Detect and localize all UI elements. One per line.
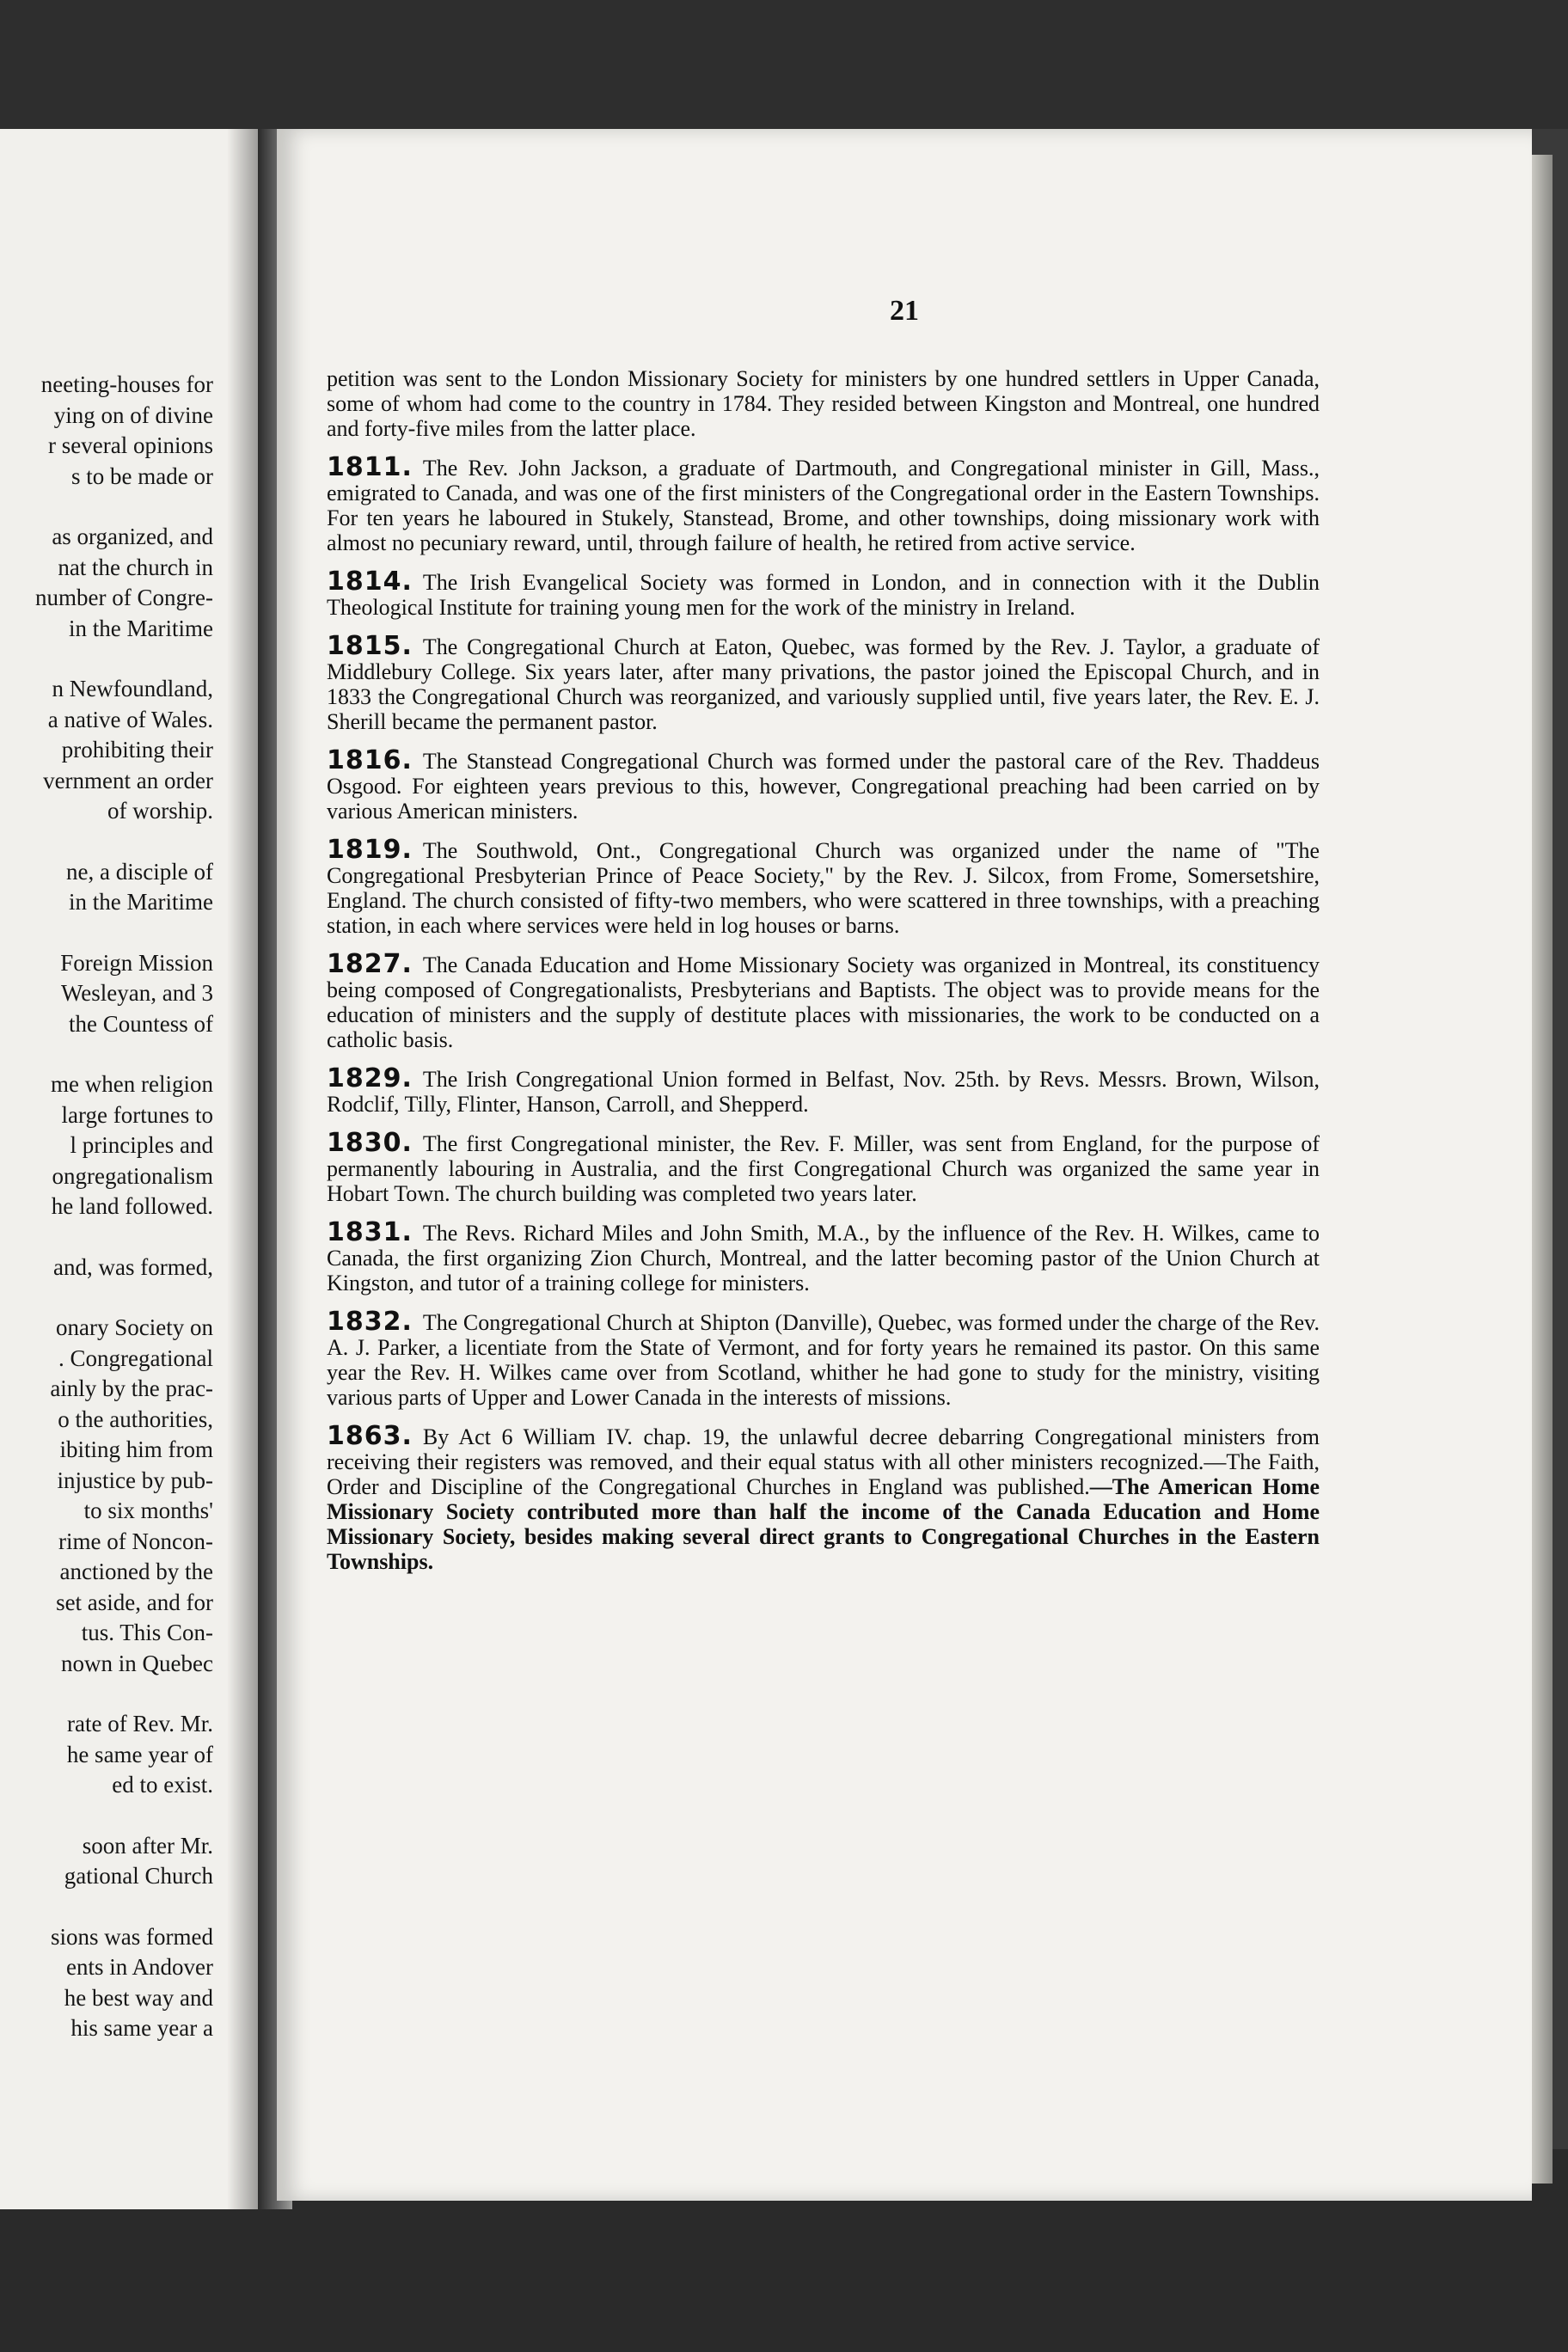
left-page-line: his same year a <box>70 2015 213 2041</box>
left-page-gap <box>35 918 213 948</box>
left-page-line: a native of Wales. <box>47 706 213 732</box>
left-page-gap <box>35 492 213 522</box>
entry-year: 1830. <box>327 1128 413 1158</box>
left-page-line: o the authorities, <box>58 1406 213 1432</box>
left-page-line: as organized, and <box>52 524 213 549</box>
left-page-gutter-shadow <box>227 129 258 2209</box>
left-page-line: he best way and <box>64 1984 213 2011</box>
left-page-line: injustice by pub- <box>57 1467 213 1493</box>
left-page-line: Wesleyan, and 3 <box>60 980 213 1006</box>
left-page-line: s to be made or <box>71 462 213 489</box>
left-facing-page <box>0 129 258 2209</box>
entry-year: 1863. <box>327 1421 413 1451</box>
entry-year: 1811. <box>327 452 413 482</box>
left-page-line: prohibiting their <box>61 737 213 763</box>
left-page-line: . Congregational <box>58 1344 213 1371</box>
entry-year: 1831. <box>327 1217 413 1247</box>
left-page-gap <box>35 1039 213 1069</box>
left-page-line: vernment an order <box>43 767 213 793</box>
left-page-line: of worship. <box>107 798 213 824</box>
left-page-line: onary Society on <box>56 1314 213 1340</box>
entry-year: 1815. <box>327 631 413 661</box>
left-page-line: neeting-houses for <box>40 371 213 397</box>
entry-text: The Irish Evangelical Society was formed in London, and in connection with it the Dublin Theological Institute for training young men for the work of the ministry in Ireland. <box>327 570 1320 620</box>
chronology-entry <box>327 569 1320 620</box>
chronology-entry <box>327 949 1320 1052</box>
entry-text: The first Congregational minister, the Rev. F. Miller, was sent from England, for the purpose of permanently labouring in Australia, and the first Congregational Church was organized the same year in Hobart Town. The church building was completed two years later. <box>327 1131 1320 1206</box>
entry-text: The Revs. Richard Miles and John Smith, M.A., by the influence of the Rev. H. Wilkes, came to Canada, the first organizing Zion Church, Montreal, and the latter becoming pastor of the Union Church at Kingston, and tutor of a training college for ministers. <box>327 1221 1320 1295</box>
left-page-line: r several opinions <box>48 432 213 458</box>
main-page <box>277 129 1532 2201</box>
left-page-line: set aside, and for <box>56 1589 213 1615</box>
left-page-line: nown in Quebec <box>61 1650 213 1676</box>
chronology-entry <box>327 1309 1320 1410</box>
chronology-entry <box>327 1421 1320 1574</box>
left-page-line: ed to exist. <box>112 1772 213 1798</box>
left-page-gap <box>35 1679 213 1709</box>
entry-year: 1819. <box>327 835 413 865</box>
entry-year: 1827. <box>327 949 413 979</box>
entry-text: The Rev. John Jackson, a graduate of Dartmouth, and Congregational minister in Gill, Mass., emigrated to Canada, and was one of the first ministers of the Congregational order in the Eastern Townships. For ten years he laboured in Stukely, Stanstead, Brome, and other townships, doing missionary work with almost no pecuniary reward, until, through failure of health, he retired from active service. <box>327 456 1320 555</box>
left-page-line: l principles and <box>70 1132 213 1158</box>
entry-year: 1829. <box>327 1063 413 1093</box>
left-page-text <box>35 370 213 2044</box>
left-page-line: ne, a disciple of <box>66 858 213 885</box>
chronology-entry <box>327 1063 1320 1117</box>
chronology-entry <box>327 837 1320 938</box>
entry-text: The Southwold, Ont., Congregational Church was organized under the name of "The Congregational Presbyterian Prince of Peace Society," by the Rev. J. Silcox, from Frome, Somersetshire, England. The church consisted of fifty-two members, who were scattered in three townships, with a preaching station, in each where services were held in log houses or barns. <box>327 838 1320 938</box>
chronology-entry <box>327 745 1320 824</box>
entry-text-bold: —The American Home Missionary Society contributed more than half the income of the Canada Education and Home Missionary Society, besides making several direct grants to Congregational Churches in the Eastern Townships. <box>327 1474 1320 1574</box>
chronology-entry <box>327 452 1320 555</box>
left-page-gap <box>35 827 213 857</box>
left-page-gap <box>35 1801 213 1831</box>
left-page-line: me when religion <box>51 1071 213 1097</box>
chronology-entry <box>327 631 1320 734</box>
left-page-line: ongregationalism <box>52 1162 213 1189</box>
entry-text: The Congregational Church at Shipton (Danville), Quebec, was formed under the charge of the Rev. A. J. Parker, a licentiate from the State of Vermont, and for forty years he remained its pastor. On this same year the Rev. H. Wilkes came over from Scotland, whither he had gone to study for the ministry, visiting various parts of Upper and Lower Canada in the interests of missions. <box>327 1310 1320 1410</box>
left-page-line: large fortunes to <box>61 1101 213 1128</box>
entry-text: The Canada Education and Home Missionary Society was organized in Montreal, its constituency being composed of Congregationalists, Presbyterians and Baptists. The object was to provide means for the education of ministers and the supply of destitute places with missionaries, the work to be conducted on a catholic basis. <box>327 952 1320 1052</box>
entry-year: 1814. <box>327 567 413 597</box>
main-text-block <box>327 366 1320 1588</box>
left-page-gap <box>35 1892 213 1922</box>
left-page-line: anctioned by the <box>59 1559 213 1584</box>
left-page-line: sions was formed <box>51 1923 213 1950</box>
left-page-line: rime of Noncon- <box>58 1528 213 1554</box>
left-page-line: ainly by the prac- <box>50 1375 213 1401</box>
left-page-line: nat the church in <box>58 554 213 580</box>
chronology-entry <box>327 1217 1320 1295</box>
left-page-line: he same year of <box>66 1741 213 1767</box>
left-page-line: n Newfoundland, <box>52 676 213 701</box>
entry-text: The Stanstead Congregational Church was formed under the pastoral care of the Rev. Thaddeus Osgood. For eighteen years previous to this, however, Congregational preaching had been carried on by various American ministers. <box>327 749 1320 824</box>
left-page-line: he land followed. <box>51 1193 213 1219</box>
left-page-line: rate of Rev. Mr. <box>67 1711 213 1736</box>
chronology-entry <box>327 1130 1320 1206</box>
left-page-line: the Countess of <box>69 1010 213 1037</box>
left-page-gap <box>35 1222 213 1253</box>
left-page-line: Foreign Mission <box>60 949 213 976</box>
left-page-line: ying on of divine <box>53 401 213 428</box>
left-page-line: to six months' <box>83 1498 213 1523</box>
left-page-gap <box>35 644 213 674</box>
page-edge <box>1532 155 1553 2184</box>
left-page-line: soon after Mr. <box>82 1832 213 1859</box>
chronology-entries <box>327 452 1320 1574</box>
left-page-line: tus. This Con- <box>81 1620 213 1645</box>
left-page-line: number of Congre- <box>35 585 213 610</box>
left-page-line: ibiting him from <box>59 1436 213 1462</box>
page-number: 21 <box>890 295 919 327</box>
entry-text: By Act 6 William IV. chap. 19, the unlawful decree debarring Congregational ministers from receiving their registers was removed, and their equal status with all other ministers recognized.—The Faith, Order and Discipline of the Congregational Churches in England was published. <box>327 1424 1320 1499</box>
entry-text: The Irish Congregational Union formed in Belfast, Nov. 25th. by Revs. Messrs. Brown, Wilson, Rodclif, Tilly, Flinter, Hanson, Carroll, and Shepperd. <box>327 1067 1320 1117</box>
entry-year: 1832. <box>327 1307 413 1337</box>
left-page-line: in the Maritime <box>69 615 213 641</box>
left-page-line: ents in Andover <box>66 1954 213 1980</box>
intro-paragraph: petition was sent to the London Missionary Society for ministers by one hundred settlers in Upper Canada, some of whom had come to the country in 1784. They resided between Kingston and Montreal, one hundred and forty-five miles from the latter place. <box>327 366 1320 441</box>
left-page-gap <box>35 1283 213 1313</box>
entry-year: 1816. <box>327 745 413 775</box>
background-top <box>0 0 1568 129</box>
entry-text: The Congregational Church at Eaton, Quebec, was formed by the Rev. J. Taylor, a graduate of Middlebury College. Six years later, after many privations, the pastor joined the Episcopal Church, and in 1833 the Congregational Church was reorganized, and variously supplied until, five years later, the Rev. E. J. Sherill became the permanent pastor. <box>327 634 1320 734</box>
left-page-line: and, was formed, <box>53 1253 213 1280</box>
left-page-line: in the Maritime <box>69 889 213 915</box>
left-page-line: gational Church <box>64 1863 213 1889</box>
